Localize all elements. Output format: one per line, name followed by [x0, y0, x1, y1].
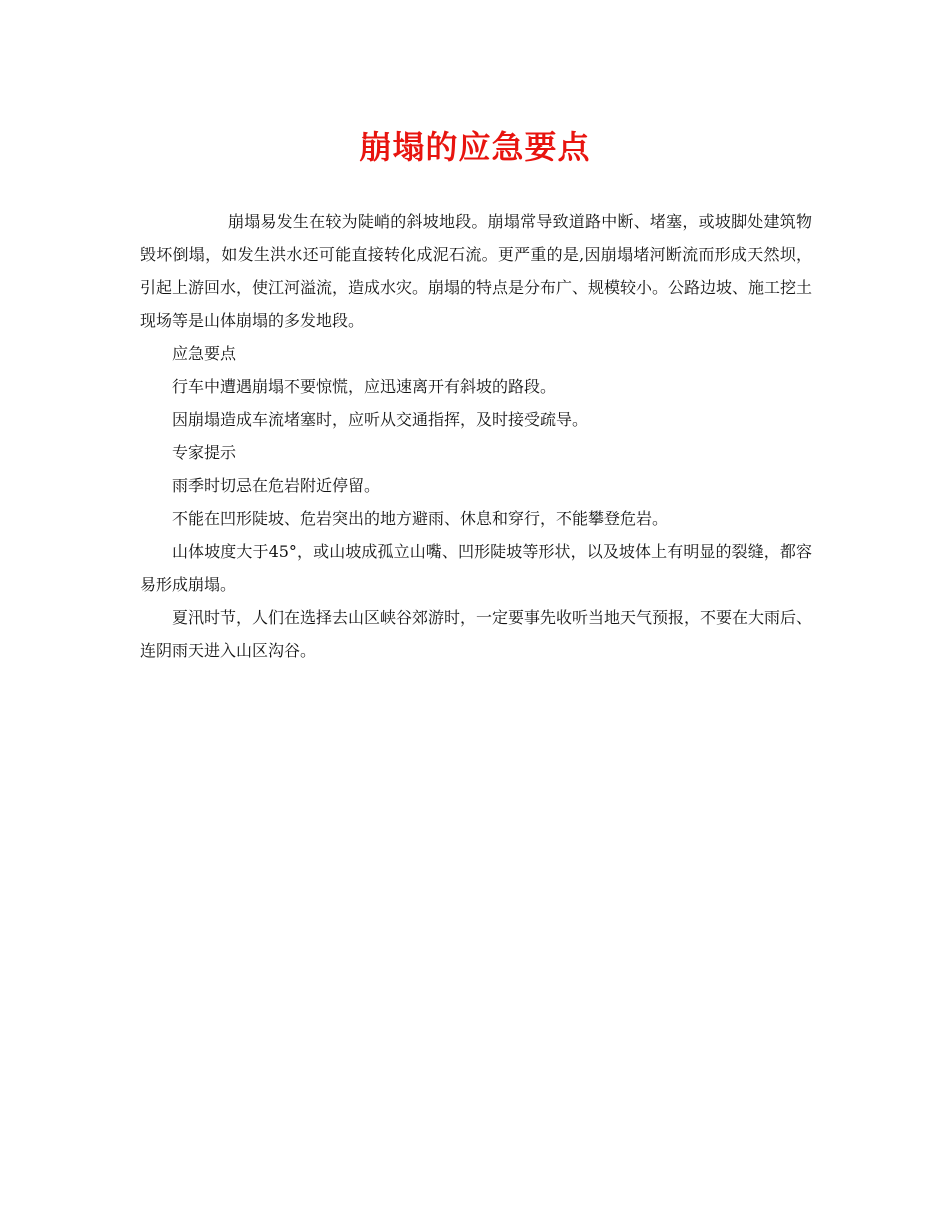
emergency-point-1: 行车中遭遇崩塌不要惊慌，应迅速离开有斜坡的路段。	[172, 377, 557, 396]
section-heading-expert-tips: 专家提示	[172, 443, 237, 462]
section-heading-emergency: 应急要点	[172, 344, 237, 363]
expert-tip-4: 夏汛时节，人们在选择去山区峡谷郊游时，一定要事先收听当地天气预报，不要在大雨后、连阴雨天进入山区沟谷。	[140, 608, 813, 660]
document-body	[140, 205, 812, 667]
intro-paragraph: 崩塌易发生在较为陡峭的斜坡地段。崩塌常导致道路中断、堵塞，或坡脚处建筑物毁坏倒塌，如发生洪水还可能直接转化成泥石流。更严重的是,因崩塌堵河断流而形成天然坝，引起上游回水，使江河溢流，造成水灾。崩塌的特点是分布广、规模较小。公路边坡、施工挖土现场等是山体崩塌的多发地段。	[140, 212, 813, 330]
page-title: 崩塌的应急要点	[359, 128, 591, 166]
expert-tip-3: 山体坡度大于45°，或山坡成孤立山嘴、凹形陡坡等形状，以及坡体上有明显的裂缝，都容易形成崩塌。	[140, 542, 812, 594]
emergency-point-2: 因崩塌造成车流堵塞时，应听从交通指挥，及时接受疏导。	[172, 410, 589, 429]
expert-tip-2: 不能在凹形陡坡、危岩突出的地方避雨、休息和穿行，不能攀登危岩。	[172, 509, 669, 528]
expert-tip-1: 雨季时切忌在危岩附近停留。	[172, 476, 381, 495]
